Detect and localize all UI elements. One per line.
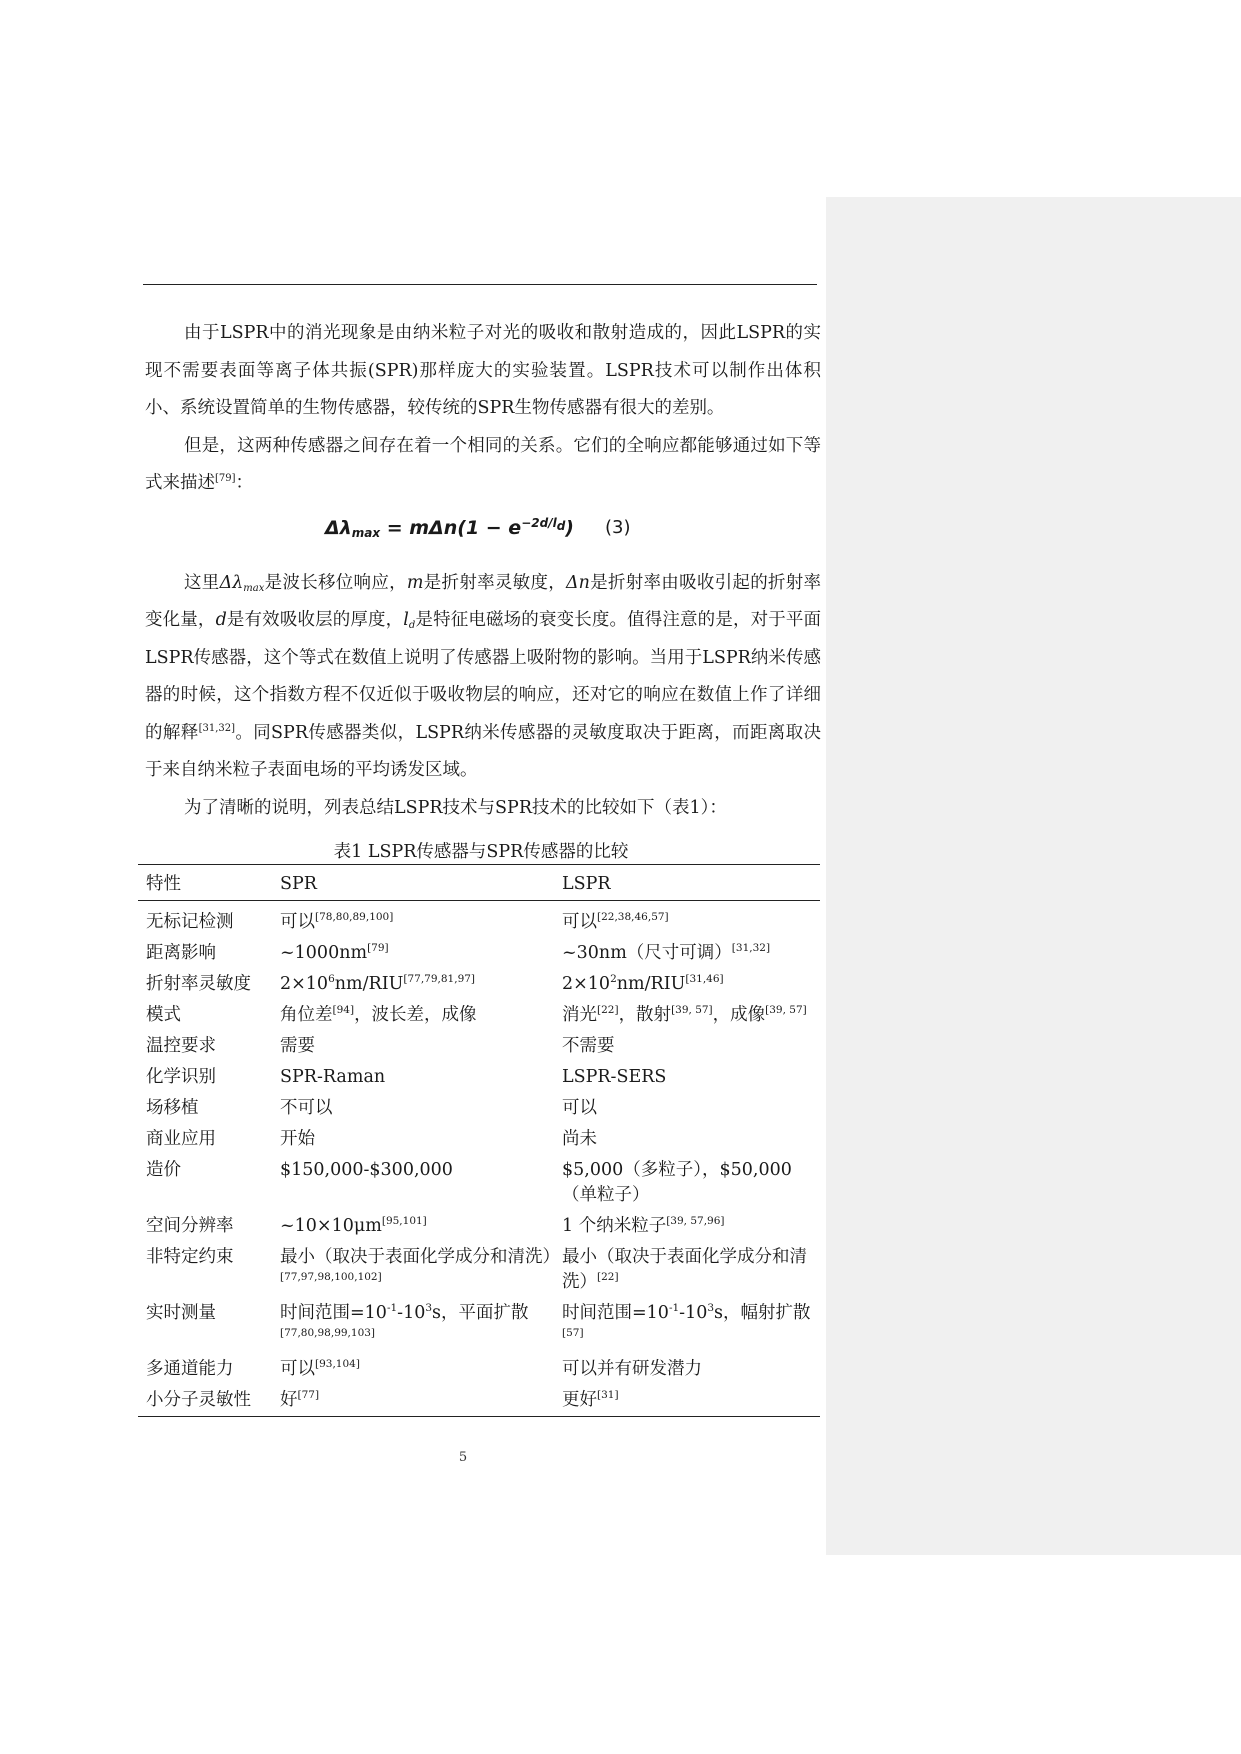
cell-spr: $150,000-$300,000	[280, 1160, 453, 1180]
cell-text: -10	[397, 1303, 426, 1323]
cell-text: 更好	[562, 1390, 597, 1410]
citation: [31]	[597, 1389, 619, 1401]
body-text	[145, 315, 821, 827]
exponent: 3	[425, 1302, 433, 1314]
symbol-sub: max	[243, 582, 265, 594]
cell-lspr	[554, 1211, 820, 1242]
table-row	[138, 1298, 820, 1354]
p3-text: 。同SPR传感器类似，LSPR纳米传感器的灵敏度取决于距离，而距离取决于来自纳米粒子表面电场的平均诱发区域。	[145, 722, 822, 780]
cell-text: 时间范围=10	[280, 1303, 387, 1323]
citation: [79]	[215, 473, 236, 484]
cell-property: 多通道能力	[146, 1359, 234, 1379]
exponent: 3	[707, 1302, 715, 1314]
cell-text: nm/RIU	[616, 974, 686, 994]
cell-spr	[272, 1211, 554, 1242]
cell-text: 时间范围=10	[562, 1303, 669, 1323]
cell-property: 折射率灵敏度	[146, 974, 251, 994]
symbol-m: m	[406, 572, 424, 593]
citation: [77,79,81,97]	[403, 973, 476, 985]
symbol-delta-n: Δn	[566, 572, 590, 593]
formula-exp: −2d/l	[521, 515, 557, 530]
cell-spr	[272, 1000, 554, 1031]
citation: [79]	[367, 942, 389, 954]
cell-spr	[272, 1385, 554, 1417]
cell-text: 2×10	[562, 974, 611, 994]
cell-text: s，平面扩散	[432, 1303, 529, 1323]
cell-text: nm/RIU	[334, 974, 404, 994]
cell-text: ~1000nm	[280, 943, 368, 963]
cell-text: ，波长差，成像	[354, 1005, 477, 1025]
cell-property: 场移植	[146, 1098, 199, 1118]
citation: [78,80,89,100]	[315, 911, 394, 923]
citation: [77]	[297, 1389, 320, 1401]
cell-property: 商业应用	[146, 1129, 216, 1149]
formula-exp-sub: d	[556, 518, 566, 533]
table-row	[138, 1000, 820, 1031]
table-row	[138, 1093, 820, 1124]
cell-text: ~30nm（尺寸可调）	[562, 943, 732, 963]
citation: [39, 57,96]	[666, 1215, 725, 1227]
cell-property: 非特定约束	[146, 1247, 234, 1267]
cell-text: ~10×10μm	[280, 1216, 382, 1236]
cell-lspr: LSPR-SERS	[562, 1067, 667, 1087]
cell-lspr: 可以	[562, 1098, 597, 1118]
cell-text: 好	[280, 1390, 298, 1410]
citation: [22]	[597, 1004, 619, 1016]
table-row	[138, 901, 820, 939]
citation: [93,104]	[315, 1358, 360, 1370]
cell-property: 模式	[146, 1005, 181, 1025]
table-row	[138, 938, 820, 969]
table-row	[138, 1062, 820, 1093]
cell-property: 空间分辨率	[146, 1216, 234, 1236]
cell-text: 可以	[280, 912, 315, 932]
cell-text: 最小（取决于表面化学成分和清洗）	[562, 1247, 807, 1292]
cell-lspr	[554, 1385, 820, 1417]
citation: [31,32]	[731, 942, 771, 954]
header-spr: SPR	[272, 865, 554, 901]
page-number: 5	[458, 1450, 468, 1465]
formula-exponent	[521, 515, 566, 533]
paragraph-2-end: ：	[235, 473, 254, 493]
cell-text: 可以	[562, 912, 597, 932]
citation: [31,32]	[198, 722, 235, 734]
symbol-sub: d	[408, 620, 416, 631]
cell-lspr	[554, 1000, 820, 1031]
cell-text: 消光	[562, 1005, 597, 1025]
cell-lspr	[554, 938, 820, 969]
table-header-row	[138, 865, 820, 901]
cell-property: 实时测量	[146, 1303, 216, 1323]
cell-lspr: 尚未	[562, 1129, 597, 1149]
cell-spr: 需要	[280, 1036, 315, 1056]
cell-lspr	[554, 969, 820, 1000]
citation: [94]	[332, 1004, 355, 1016]
p3-text: 是折射率灵敏度，	[423, 572, 566, 593]
citation: [22]	[597, 1271, 619, 1283]
comment-pane	[826, 197, 1241, 1555]
equation-number: (3)	[605, 516, 631, 538]
cell-spr	[272, 901, 554, 939]
equation-3	[145, 503, 821, 565]
cell-spr: 不可以	[280, 1098, 333, 1118]
formula-lhs-sub: max	[351, 525, 381, 540]
table-row	[138, 1124, 820, 1155]
cell-text: s，幅射扩散	[714, 1303, 811, 1323]
p3-text: 是波长移位响应，	[264, 572, 407, 593]
cell-property: 化学识别	[146, 1067, 216, 1087]
table-caption: 表1 LSPR传感器与SPR传感器的比较	[333, 842, 629, 862]
p3-text: 是有效吸收层的厚度，	[226, 610, 404, 630]
cell-text: 2×10	[280, 974, 329, 994]
p3-text: 这里	[184, 572, 220, 593]
exponent: -1	[668, 1302, 680, 1314]
exponent: -1	[386, 1302, 398, 1314]
cell-text: -10	[679, 1303, 708, 1323]
cell-text: ，散射	[618, 1005, 672, 1025]
table-row	[138, 1155, 820, 1211]
cell-lspr: $5,000（多粒子），$50,000（单粒子）	[562, 1160, 792, 1205]
cell-property: 造价	[146, 1160, 181, 1180]
exponent: 6	[328, 973, 335, 985]
cell-text: 可以	[280, 1359, 315, 1379]
table-row	[138, 1385, 820, 1417]
cell-text: 角位差	[280, 1005, 333, 1025]
header-lspr: LSPR	[554, 865, 820, 901]
citation: [95,101]	[381, 1215, 427, 1227]
formula	[325, 513, 574, 543]
cell-property: 温控要求	[146, 1036, 216, 1056]
citation: [31,46]	[685, 973, 724, 985]
cell-spr	[272, 938, 554, 969]
citation: [77,80,98,99,103]	[280, 1327, 376, 1339]
table-row	[138, 1242, 820, 1298]
formula-body: = mΔn(1 − e	[380, 516, 522, 539]
cell-text: 最小（取决于表面化学成分和清洗）	[280, 1247, 560, 1267]
formula-lhs: Δλ	[325, 516, 352, 539]
cell-spr: SPR-Raman	[280, 1067, 386, 1087]
table-row	[138, 1211, 820, 1242]
paragraph-1: 由于LSPR中的消光现象是由纳米粒子对光的吸收和散射造成的，因此LSPR的实现不需要表面等离子体共振(SPR)那样庞大的实验装置。LSPR技术可以制作出体积小、系统设置简单的生物传感器，较传统的SPR生物传感器有很大的差别。	[145, 323, 821, 418]
cell-lspr	[554, 901, 820, 939]
citation: [39, 57]	[671, 1004, 713, 1016]
p3-text: 是折射率由吸收引起的折射率变化量，	[145, 572, 822, 630]
cell-spr	[272, 1242, 560, 1298]
symbol-delta-lambda: Δλ	[219, 572, 244, 593]
formula-close: )	[565, 516, 574, 539]
cell-lspr	[554, 1298, 820, 1354]
cell-spr	[272, 1298, 554, 1354]
header-rule	[143, 284, 817, 285]
citation: [22,38,46,57]	[597, 911, 669, 923]
cell-lspr	[554, 1242, 820, 1298]
cell-text: ，成像	[712, 1005, 766, 1025]
table-row	[138, 969, 820, 1000]
header-property: 特性	[138, 865, 272, 901]
paragraph-4: 为了清晰的说明，列表总结LSPR技术与SPR技术的比较如下（表1）：	[184, 797, 727, 818]
cell-lspr: 不需要	[562, 1036, 615, 1056]
cell-property: 无标记检测	[146, 912, 234, 932]
table-row	[138, 1354, 820, 1385]
symbol-d: d	[215, 610, 227, 630]
cell-spr: 开始	[280, 1129, 315, 1149]
cell-text: 1 个纳米粒子	[562, 1216, 667, 1236]
p3-text: 是特征电磁场的衰变长度。值得注意的是，对于平面LSPR传感器，这个等式在数值上说明了传感器上吸附物的影响。当用于LSPR纳米传感器的时候，这个指数方程不仅近似于吸收物层的响应，还对它的响应在数值上作了详细的解释	[145, 610, 822, 743]
paragraph-2-text: 但是，这两种传感器之间存在着一个相同的关系。它们的全响应都能够通过如下等式来描述	[145, 435, 821, 493]
symbol-l: l	[403, 610, 409, 630]
cell-spr	[272, 1354, 554, 1385]
table-row	[138, 1031, 820, 1062]
cell-spr	[272, 969, 554, 1000]
citation: [57]	[562, 1327, 584, 1339]
paragraph-3	[145, 565, 821, 790]
citation: [39, 57]	[765, 1004, 807, 1016]
exponent: 2	[610, 973, 617, 985]
cell-lspr: 可以并有研发潜力	[562, 1359, 702, 1379]
comparison-table	[138, 864, 820, 1417]
paragraph-2	[145, 428, 821, 503]
cell-property: 距离影响	[146, 943, 216, 963]
citation: [77,97,98,100,102]	[280, 1271, 382, 1283]
cell-property: 小分子灵敏性	[146, 1390, 251, 1410]
